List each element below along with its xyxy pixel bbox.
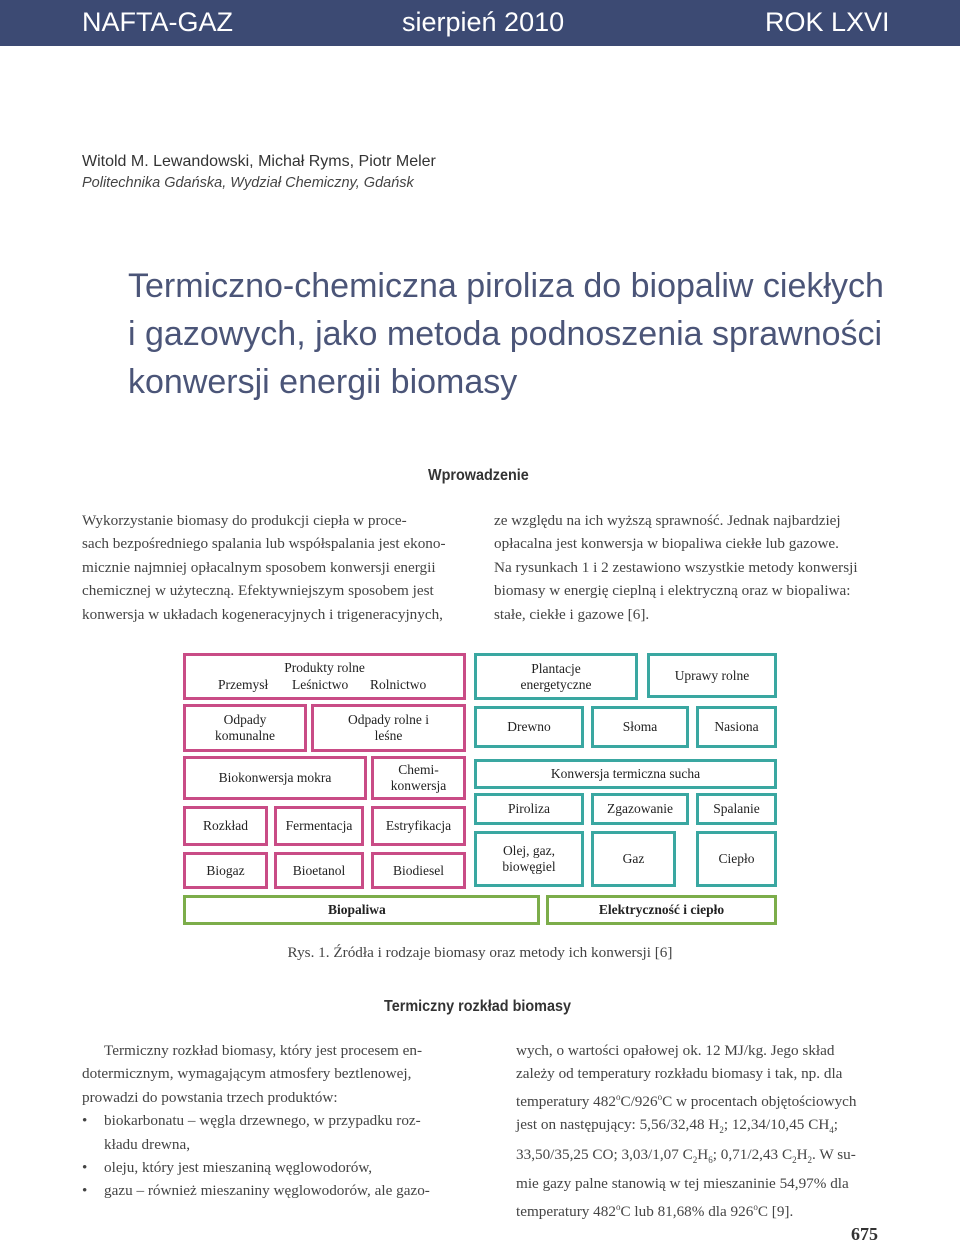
section2-right-column	[516, 1039, 886, 1223]
text-line: wych, o wartości opałowej ok. 12 MJ/kg. Jego skład	[516, 1042, 835, 1059]
text-line: prowadzi do powstania trzech produktów:	[82, 1088, 338, 1106]
plantacje-box: Plantacje energetyczne	[474, 653, 638, 700]
spalanie-box: Spalanie	[696, 793, 777, 825]
text-line: micznie najmniej opłacalnym sposobem konwersji energii	[82, 558, 436, 576]
odpady-rolne-box: Odpady rolne i leśne	[311, 704, 466, 752]
text-line: sach bezpośredniego spalania lub współspalania jest ekono-	[82, 535, 446, 553]
biopaliwa-box: Biopaliwa	[183, 895, 540, 925]
journal-name: NAFTA-GAZ	[82, 7, 233, 37]
odpady-komunalne-box: Odpady komunalne	[183, 704, 307, 752]
bullet-icon: •	[82, 1159, 88, 1177]
text-line: opłacalna jest konwersja w biopaliwa ciekłe lub gazowe.	[494, 535, 839, 553]
uprawy-rolne-box: Uprawy rolne	[647, 653, 777, 698]
text-line: zależy od temperatury rozkładu biomasy i tak, np. dla	[516, 1065, 843, 1083]
intro-left-column	[82, 509, 472, 626]
list-item	[82, 1156, 472, 1179]
text-line: chemicznej w użyteczną. Efektywniejszym sposobem jest	[82, 582, 434, 600]
volume-label: ROK LXVI	[765, 7, 890, 37]
list-item	[82, 1109, 472, 1156]
figure-biomass-diagram	[0, 645, 960, 945]
title-line: konwersji energii biomasy	[128, 363, 518, 401]
figure-caption: Rys. 1. Źródła i rodzaje biomasy oraz metody ich konwersji [6]	[287, 944, 673, 961]
text-line: temperatury 482$^o$C lub 81,68% dla 926$^o$C [9].	[516, 1201, 794, 1220]
gaz-box: Gaz	[591, 831, 676, 887]
page-number: 675	[851, 1224, 878, 1244]
list-item	[82, 1179, 472, 1202]
piroliza-box: Piroliza	[474, 793, 584, 825]
text-line: biomasy w energię cieplną i elektryczną oraz w biopaliwa:	[494, 582, 851, 600]
bioetanol-box: Bioetanol	[274, 852, 364, 889]
zgazowanie-box: Zgazowanie	[591, 793, 689, 825]
drewno-box: Drewno	[474, 706, 584, 748]
biodiesel-box: Biodiesel	[371, 852, 466, 889]
chemikonwersja-box: Chemi- konwersja	[371, 756, 466, 800]
konwersja-termiczna-box: Konwersja termiczna sucha	[474, 759, 777, 789]
authors: Witold M. Lewandowski, Michał Ryms, Piotr Meler	[82, 153, 436, 170]
nasiona-box: Nasiona	[696, 706, 777, 748]
issue-date: sierpień 2010	[402, 7, 565, 37]
text-line: mie gazy palne stanowią w tej mieszaninie 54,97% dla	[516, 1175, 849, 1193]
text-line: Termiczny rozkład biomasy, który jest procesem en-	[104, 1042, 423, 1059]
elektrycznosc-box: Elektryczność i ciepło	[546, 895, 777, 925]
text-line: 33,50/35,25 CO; 3,03/1,07 $C_2H_6$; 0,71/2,43 $C_2H_2$. W su-	[516, 1145, 856, 1165]
estryfikacja-box: Estryfikacja	[371, 806, 466, 846]
sloma-box: Słoma	[591, 706, 689, 748]
text-line: gazu – również mieszaniny węglowodorów, ale gazo-	[104, 1182, 430, 1200]
produkty-rolne-box	[183, 653, 466, 700]
affiliation: Politechnika Gdańska, Wydział Chemiczny, Gdańsk	[82, 175, 414, 191]
rolnictwo-label: Rolnictwo	[370, 677, 427, 692]
section2-left-column	[82, 1039, 472, 1203]
text-line: Na rysunkach 1 i 2 zestawiono wszystkie metody konwersji	[494, 558, 858, 576]
text-line: kładu drewna,	[104, 1135, 191, 1153]
intro-heading: Wprowadzenie	[428, 467, 529, 484]
olej-gaz-box: Olej, gaz, biowęgiel	[474, 831, 584, 887]
biogaz-box: Biogaz	[183, 852, 268, 889]
text-line: dotermicznym, wymagającym atmosfery beztlenowej,	[82, 1065, 412, 1083]
produkty-rolne-label: Produkty rolne	[284, 660, 365, 675]
section-heading: Termiczny rozkład biomasy	[384, 998, 572, 1015]
text-line: biokarbonatu – węgla drzewnego, w przypadku roz-	[104, 1112, 421, 1130]
przemysl-label: Przemysł	[218, 677, 269, 692]
fermentacja-box: Fermentacja	[274, 806, 364, 846]
text-line: temperatury 482$^o$C/926$^o$C w procentach objętościowych	[516, 1091, 857, 1110]
biokonwersja-box: Biokonwersja mokra	[183, 756, 367, 800]
bullet-icon: •	[82, 1182, 88, 1200]
text-line: konwersja w układach kogeneracyjnych i trigeneracyjnych,	[82, 605, 443, 623]
text-line: jest on następujący: 5,56/32,48 $H_2$; 12,34/10,45 $CH_4$;	[516, 1116, 839, 1136]
text-line: ze względu na ich wyższą sprawność. Jednak najbardziej	[494, 512, 841, 529]
rozklad-box: Rozkład	[183, 806, 268, 846]
text-line: oleju, który jest mieszaniną węglowodorów,	[104, 1159, 373, 1177]
text-line: stałe, ciekłe i gazowe [6].	[494, 605, 650, 623]
bullet-icon: •	[82, 1112, 88, 1130]
journal-header-bar	[0, 0, 960, 46]
products-list	[82, 1109, 472, 1203]
lesnictwo-label: Leśnictwo	[292, 677, 349, 692]
title-line: i gazowych, jako metoda podnoszenia sprawności	[128, 315, 883, 353]
text-line: Wykorzystanie biomasy do produkcji ciepła w proce-	[82, 512, 407, 529]
intro-right-column	[494, 509, 884, 626]
article-title	[128, 262, 908, 406]
title-line: Termiczno-chemiczna piroliza do biopaliw ciekłych	[128, 267, 884, 305]
cieplo-box: Ciepło	[696, 831, 777, 887]
